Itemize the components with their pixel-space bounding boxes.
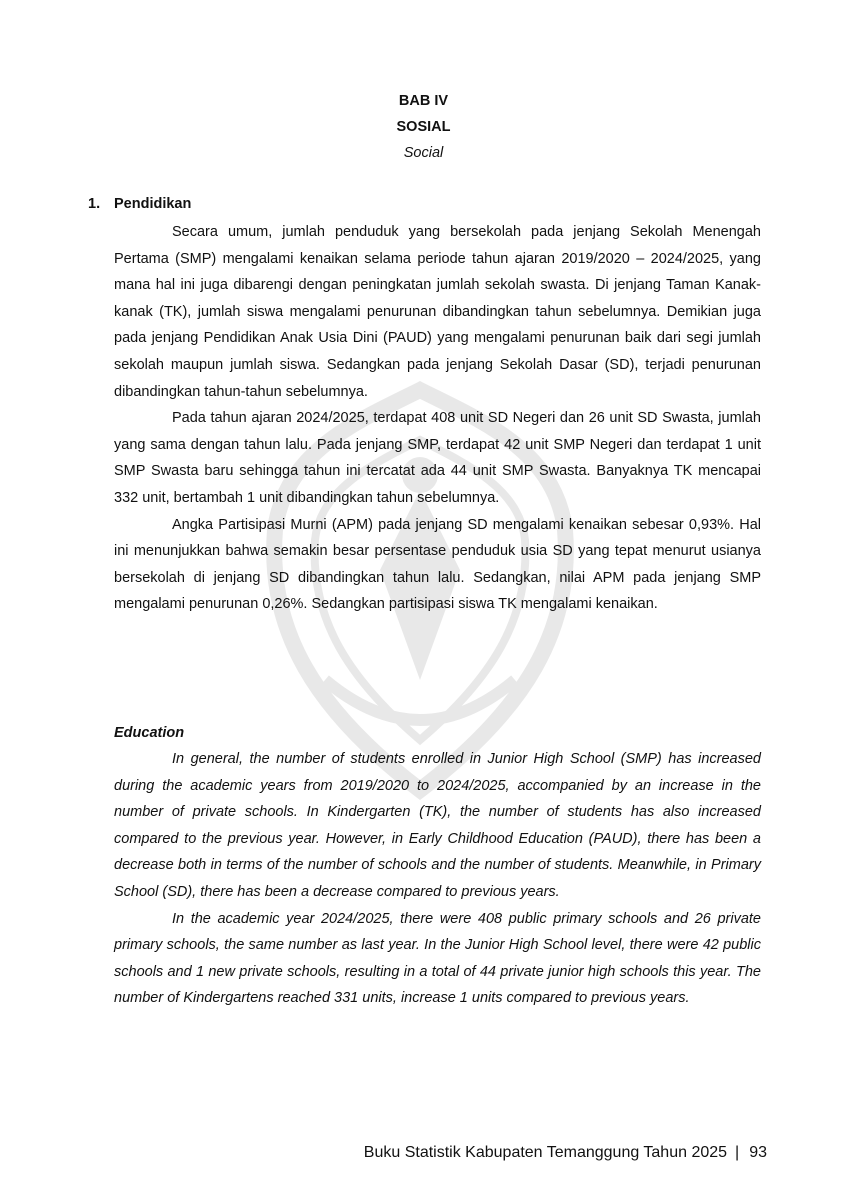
paragraph: Angka Partisipasi Murni (APM) pada jenjang SD mengalami kenaikan sebesar 0,93%. Hal ini menunjukkan bahwa semakin besar persentase penduduk usia SD yang tepat menurut usianya bersekolah di jenjang SD dibandingkan tahun lalu. Sedangkan, nilai APM pada jenjang SMP mengalami penurunan 0,26%. Sedangkan partisipasi siswa TK mengalami kenaikan.	[114, 516, 761, 613]
footer-separator: |	[735, 1144, 740, 1161]
paragraph: In the academic year 2024/2025, there were 408 public primary schools and 26 private primary schools, the same number as last year. In the Junior High School level, there were 42 public schools and 1 new private schools, resulting in a total of 44 private junior high schools this year. The number of Kindergartens reached 331 units, increase 1 units compared to previous years.	[114, 910, 761, 1007]
english-body	[114, 746, 761, 1012]
paragraph: Pada tahun ajaran 2024/2025, terdapat 408 unit SD Negeri dan 26 unit SD Swasta, jumlah yang sama dengan tahun lalu. Pada jenjang SMP, terdapat 42 unit SMP Negeri dan terdapat 1 unit SMP Swasta baru sehingga tahun ini tercatat ada 44 unit SMP Swasta. Banyaknya TK mencapai 332 unit, bertambah 1 unit dibandingkan tahun sebelumnya.	[114, 410, 761, 506]
english-section-title: Education	[114, 725, 185, 741]
section-heading	[88, 193, 191, 215]
page-footer	[364, 1141, 767, 1165]
chapter-label: BAB IV	[398, 93, 449, 109]
section-title: Pendidikan	[114, 196, 192, 212]
chapter-title: SOSIAL	[396, 119, 451, 135]
chapter-subtitle: Social	[403, 145, 444, 161]
section-number: 1.	[88, 196, 101, 212]
page-number: 93	[749, 1144, 767, 1161]
paragraph: Secara umum, jumlah penduduk yang bersekolah pada jenjang Sekolah Menengah Pertama (SMP) mengalami kenaikan selama periode tahun ajaran 2019/2020 – 2024/2025, yang mana hal ini juga dibarengi dengan peningkatan jumlah sekolah swasta. Di jenjang Taman Kanak-kanak (TK), jumlah siswa mengalami penurunan dibandingkan tahun sebelumnya. Demikian juga pada jenjang Pendidikan Anak Usia Dini (PAUD) yang mengalami penurunan baik dari segi jumlah sekolah maupun jumlah siswa. Sedangkan pada jenjang Sekolah Dasar (SD), terjadi penurunan dibandingkan tahun-tahun sebelumnya.	[114, 224, 761, 400]
publication-title: Buku Statistik Kabupaten Temanggung Tahun 2025	[363, 1144, 728, 1161]
paragraph: In general, the number of students enrolled in Junior High School (SMP) has increased during the academic years from 2019/2020 to 2024/2025, accompanied by an increase in the number of private schools. In Kindergarten (TK), the number of students has also increased compared to the previous year. However, in Early Childhood Education (PAUD), there has been a decrease both in terms of the number of schools and the number of students. Meanwhile, in Primary School (SD), there has been a decrease compared to previous years.	[114, 751, 761, 900]
indonesian-body	[114, 219, 761, 618]
